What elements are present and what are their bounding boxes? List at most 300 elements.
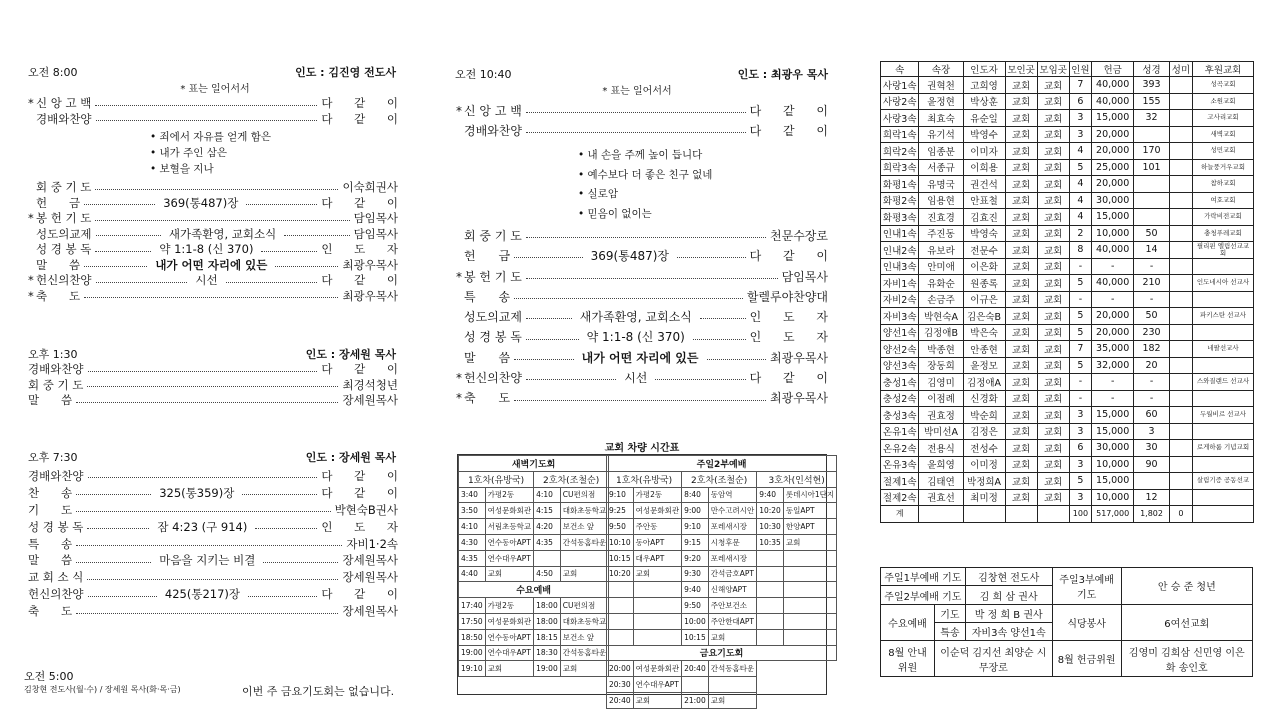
cell: 스와질랜드 선교사 [1193,374,1254,391]
cell: 새벽교회 [1193,126,1254,143]
item-label [28,586,84,603]
cell: 20,000 [1092,143,1134,160]
item-name: 말 씀 [36,257,81,272]
item-person: 최광우목사 [770,391,828,406]
bus-time [757,629,784,645]
cell [1169,390,1192,407]
bus-stop: 여성문화회관 [485,613,533,629]
item-label [28,196,80,212]
bus-stop [783,613,836,629]
cell: 교회 [1005,407,1037,424]
item-person: 다 같 이 [321,485,408,500]
item-detail: 325(통359)장 [159,485,235,500]
column-header: 인도자 [963,62,1005,77]
dotted-leader [96,279,188,283]
cell: 50 [1134,225,1170,242]
service-leader: 인도 : 장세원 목사 [305,348,396,361]
cell: 6 [1069,93,1091,110]
bus-time: 3:40 [459,487,486,503]
worship-row [28,211,398,227]
cell: 5 [1069,324,1091,341]
cell-group: 희락3속 [881,159,919,176]
cell-group: 온유2속 [881,440,919,457]
item-name: 경배와찬양 [28,469,84,483]
bus-stop [783,550,836,566]
song-item: • 내가 주인 삼은 [150,145,271,161]
cell: 손금주 [919,291,963,308]
cell: - [1069,390,1091,407]
cell: 최효숙 [919,110,963,127]
item-label [456,348,510,368]
item-person: 최광우목사 [342,257,399,272]
bus-time: 20:00 [607,661,634,677]
cell: 임용현 [919,192,963,209]
cell-group: 사랑3속 [881,110,919,127]
item-label [28,519,83,536]
bus-stop: 대우APT [633,550,681,566]
bus-schedule [457,454,835,705]
dotted-leader [526,315,572,319]
cell: 최미정 [963,489,1005,506]
cell: 교회 [1005,242,1037,259]
worship-row [28,96,407,112]
bus-empty [757,677,837,693]
bus-stop: 대화초등학교 [560,503,608,519]
dotted-leader [76,508,330,512]
dotted-leader [76,610,338,614]
cell: 20,000 [1092,126,1134,143]
bus-row [459,487,609,503]
cell: 여호교회 [1193,192,1254,209]
worship-row [28,289,398,305]
item-name: 헌 금 [36,195,81,210]
cell [1193,291,1254,308]
cell: 40,000 [1092,77,1134,94]
cell: 교회 [1005,357,1037,374]
cell: 7 [1069,341,1091,358]
bus-time: 9:25 [607,503,634,519]
cell: 진효경 [919,209,963,226]
bus-stop: 신해양APT [708,582,756,598]
cell [1169,357,1192,374]
bus-time: 4:35 [534,534,561,550]
bus-row [459,661,609,677]
item-name: 찬 송 [28,485,73,500]
item-label [456,246,510,266]
bus-stop: 동암역 [708,487,756,503]
cell [1169,341,1192,358]
cell: 이미정 [963,456,1005,473]
cell: 3 [1069,423,1091,440]
attendance-row [881,77,1254,94]
duty-label: 수요예배 [881,604,935,641]
attendance-row [881,176,1254,193]
cell: 교회 [1005,374,1037,391]
cell: 참하교회 [1193,176,1254,193]
bus-row [607,519,837,535]
worship-row [28,227,398,243]
bus-stop: 주안보건소 [708,598,756,614]
cell-group: 자비2속 [881,291,919,308]
bus-row [459,471,609,487]
standing-mark: * [456,269,462,284]
item-label [28,378,83,394]
bus-time: 3:50 [459,503,486,519]
cell: 교회 [1037,176,1069,193]
attendance-row [881,440,1254,457]
bus-time [607,629,634,645]
item-name: 기 도 [28,502,73,517]
bus-stop: 교회 [485,566,533,582]
service-time: 오전 8:00 [28,66,78,79]
bus-row [459,550,609,566]
bus-row [607,487,837,503]
worship-row [456,348,828,368]
item-label [28,393,72,409]
bus-table-left [458,455,609,677]
cell-group: 양선2속 [881,341,919,358]
item-person: 다 같 이 [321,469,407,483]
item-name: 신 앙 고 백 [36,96,92,110]
dotted-leader [284,232,349,236]
bus-stop [783,566,836,582]
service-header-1040am [455,66,828,82]
cell: 원종록 [963,275,1005,292]
cell: 5 [1069,308,1091,325]
cell: 10,000 [1092,456,1134,473]
cell: 주진동 [919,225,963,242]
bus-time: 10:15 [607,550,634,566]
worship-row [28,468,407,485]
bus-stop [783,582,836,598]
bus-stop: 교회 [783,534,836,550]
item-label [28,569,83,586]
cell: 이점례 [919,390,963,407]
item-label [28,289,80,305]
bus-row [607,613,837,629]
item-name: 회 중 기 도 [464,229,522,243]
item-detail: 내가 어떤 자리에 있든 [581,350,699,365]
cell: 로게하룸 기념교회 [1193,440,1254,457]
bus-section-title: 주일2부예배 [607,456,837,472]
attendance-table [880,61,1254,523]
cell-group: 충성2속 [881,390,919,407]
cell: 이희용 [963,159,1005,176]
worship-row [28,485,408,502]
attendance-header-row [881,62,1254,77]
cell: 40,000 [1092,93,1134,110]
service-leader: 인도 : 최광우 목사 [737,68,828,81]
dotted-leader [76,542,342,546]
item-name: 회 중 기 도 [28,377,84,392]
cell: 32,000 [1092,357,1134,374]
attendance-row [881,110,1254,127]
cell [1169,489,1192,506]
bus-stop: 연수대우APT [633,677,681,693]
cell-group: 충성1속 [881,374,919,391]
song-item: • 믿음이 없이는 [578,205,712,225]
worship-row [456,246,837,266]
cell: 101 [1134,159,1170,176]
bus-time: 18:00 [534,613,561,629]
cell: 교회 [1005,440,1037,457]
cell: 박영수 [963,126,1005,143]
item-person: 다 같 이 [321,587,407,602]
cell: 교회 [1005,176,1037,193]
item-person: 인 도 자 [321,242,408,256]
bus-time: 18:30 [534,645,561,661]
item-name: 헌신의찬양 [28,587,84,602]
standing-mark: * [28,96,34,110]
bus-time: 10:10 [607,534,634,550]
bus-stop: 보건소 앞 [560,519,608,535]
duty-person: 박 정 희 B 권사 [965,604,1052,622]
dotted-leader [275,263,338,267]
worship-row [456,368,837,388]
bus-empty [757,692,837,708]
worship-row [28,603,398,620]
cell: 90 [1134,456,1170,473]
bus-time: 18:50 [459,629,486,645]
worship-row [28,519,408,536]
dawn-leaders: 김창현 전도사(월·수) / 장세원 목사(화·목·금) [24,685,181,694]
item-name: 성도의교제 [464,310,522,325]
cell: 김은숙B [963,308,1005,325]
duty-person: 김창현 전도사 [965,568,1052,586]
cell: 8 [1069,242,1091,259]
bus-car-head: 2호차(조철순) [534,471,609,487]
cell: 교회 [1005,390,1037,407]
cell-group: 화평3속 [881,209,919,226]
worship-row [28,502,398,519]
duty-roster [880,567,1253,677]
bus-time: 9:40 [682,582,709,598]
bus-stop: 가평2동 [485,598,533,614]
cell: 권효정 [919,407,963,424]
bus-time: 19:00 [459,645,486,661]
dotted-leader [96,232,161,236]
duty-label: 주일2부예배 기도 [881,586,966,604]
item-label [456,327,522,347]
bus-time [757,582,784,598]
cell: 서종규 [919,159,963,176]
cell: 4 [1069,192,1091,209]
bus-stop: 포레새시장 [708,519,756,535]
cell: 박은숙 [963,324,1005,341]
bus-time: 9:15 [682,534,709,550]
attendance-row [881,209,1254,226]
bus-stop: CU편의점 [560,487,608,503]
bus-table-right [606,455,837,709]
bus-stop: 교회 [708,629,756,645]
bus-time: 9:10 [682,519,709,535]
cell-group: 사랑1속 [881,77,919,94]
worship-row [28,393,398,409]
item-person: 최경석청년 [342,377,398,392]
cell: - [1069,291,1091,308]
attendance-row [881,407,1254,424]
item-name: 헌신의찬양 [464,371,522,386]
cell [1169,225,1192,242]
worship-row [28,569,398,586]
praise-songs-8am [150,129,271,177]
attendance-row [881,159,1254,176]
cell: 고사리교회 [1193,110,1254,127]
bus-time: 9:40 [757,487,784,503]
song-item: • 내 손을 주께 높이 듭니다 [578,146,712,166]
cell: 교회 [1005,275,1037,292]
cell: 교회 [1005,192,1037,209]
attendance-row [881,126,1254,143]
cell: 30,000 [1092,440,1134,457]
total-cell [1193,506,1254,523]
bus-row [607,456,837,472]
bus-time: 4:15 [534,503,561,519]
bus-stop [633,598,681,614]
cell [1193,489,1254,506]
dotted-leader [263,559,338,563]
item-detail: 약 1:1-8 (신 370) [159,242,254,256]
cell-group: 절제2속 [881,489,919,506]
item-name: 말 씀 [28,393,73,407]
cell [1169,308,1192,325]
dotted-leader [87,383,338,387]
item-person: 담임목사 [353,211,398,225]
cell [1169,473,1192,490]
item-detail: 시선 [195,273,218,287]
item-name: 말 씀 [28,553,73,568]
bus-stop: 대화초등학교 [560,613,608,629]
bus-stop: 연수동아APT [485,534,533,550]
cell-group: 자비1속 [881,275,919,292]
bus-row [459,519,609,535]
cell: 유화순 [919,275,963,292]
dotted-leader [84,201,155,205]
item-label [28,112,92,128]
item-name: 봉 헌 기 도 [464,269,522,284]
bus-time [757,550,784,566]
praise-songs-1040am [578,146,712,224]
column-header: 후원교회 [1193,62,1254,77]
item-name: 교 회 소 식 [28,570,84,585]
order-of-worship-1040am-lower [456,226,837,409]
item-name: 헌 금 [464,249,511,264]
item-label [28,180,91,196]
item-detail: 마음을 지키는 비결 [159,553,256,568]
cell [1169,456,1192,473]
dotted-leader [514,397,766,401]
cell: 20 [1134,357,1170,374]
bus-stop: 주안동 [633,519,681,535]
cell: 박종현 [919,341,963,358]
cell: 김효진 [963,209,1005,226]
attendance-row [881,390,1254,407]
bus-stop: 여성문화회관 [633,503,681,519]
cell: 교회 [1037,192,1069,209]
cell: 교회 [1005,473,1037,490]
cell [1169,440,1192,457]
cell-group: 인내3속 [881,258,919,275]
cell: 15,000 [1092,423,1134,440]
cell [1169,209,1192,226]
item-person: 인 도 자 [749,330,837,345]
worship-row [28,273,407,289]
cell [1134,473,1170,490]
cell: 155 [1134,93,1170,110]
cell: 전문수 [963,242,1005,259]
cell: 15,000 [1092,407,1134,424]
service-time: 오전 10:40 [455,68,512,81]
attendance-row [881,291,1254,308]
item-person: 천문수장로 [770,229,828,243]
item-label [456,368,522,388]
cell: 이은화 [963,258,1005,275]
item-label [28,227,92,243]
standing-mark: * [456,371,462,386]
bus-time [534,550,561,566]
bus-stop: 시청후문 [708,534,756,550]
cell: 170 [1134,143,1170,160]
cell: 유명국 [919,176,963,193]
bus-row [607,598,837,614]
cell: - [1134,374,1170,391]
bus-time: 20:40 [607,692,634,708]
cell: 이미자 [963,143,1005,160]
cell: 교회 [1037,159,1069,176]
cell: 40,000 [1092,275,1134,292]
worship-row [28,258,398,274]
cell: 60 [1134,407,1170,424]
bus-stop: 연수동아APT [485,629,533,645]
dotted-leader [226,279,318,283]
item-person: 담임목사 [353,226,398,241]
song-item: • 죄에서 자유를 얻게 함은 [150,129,271,145]
dotted-leader [677,254,746,258]
attendance-total-row [881,506,1254,523]
item-person: 다 같 이 [321,362,407,376]
standing-note: * 표는 일어서서 [180,84,250,95]
bus-stop: 교회 [560,566,608,582]
bus-time: 10:20 [607,566,634,582]
order-of-worship-1040am [456,101,837,142]
cell [1134,126,1170,143]
service-header-8am [28,64,396,80]
item-label [28,536,72,553]
cell: 교회 [1037,258,1069,275]
cell [1193,456,1254,473]
cell: 210 [1134,275,1170,292]
cell: 윤희영 [919,456,963,473]
cell: 15,000 [1092,473,1134,490]
dotted-leader [84,294,338,298]
dotted-leader [514,295,743,299]
item-label [28,502,72,519]
total-cell [919,506,963,523]
cell: 3 [1069,456,1091,473]
item-person: 박현숙B권사 [334,502,398,517]
dotted-leader [88,368,318,372]
item-person: 다 같 이 [749,249,837,264]
column-header: 속장 [919,62,963,77]
attendance-row [881,456,1254,473]
bus-time: 18:00 [534,598,561,614]
attendance-row [881,489,1254,506]
item-detail: 369(통487)장 [163,195,239,210]
bus-time: 4:30 [459,534,486,550]
item-detail: 425(통217)장 [164,587,240,602]
dotted-leader [246,201,317,205]
dotted-leader [526,109,746,113]
